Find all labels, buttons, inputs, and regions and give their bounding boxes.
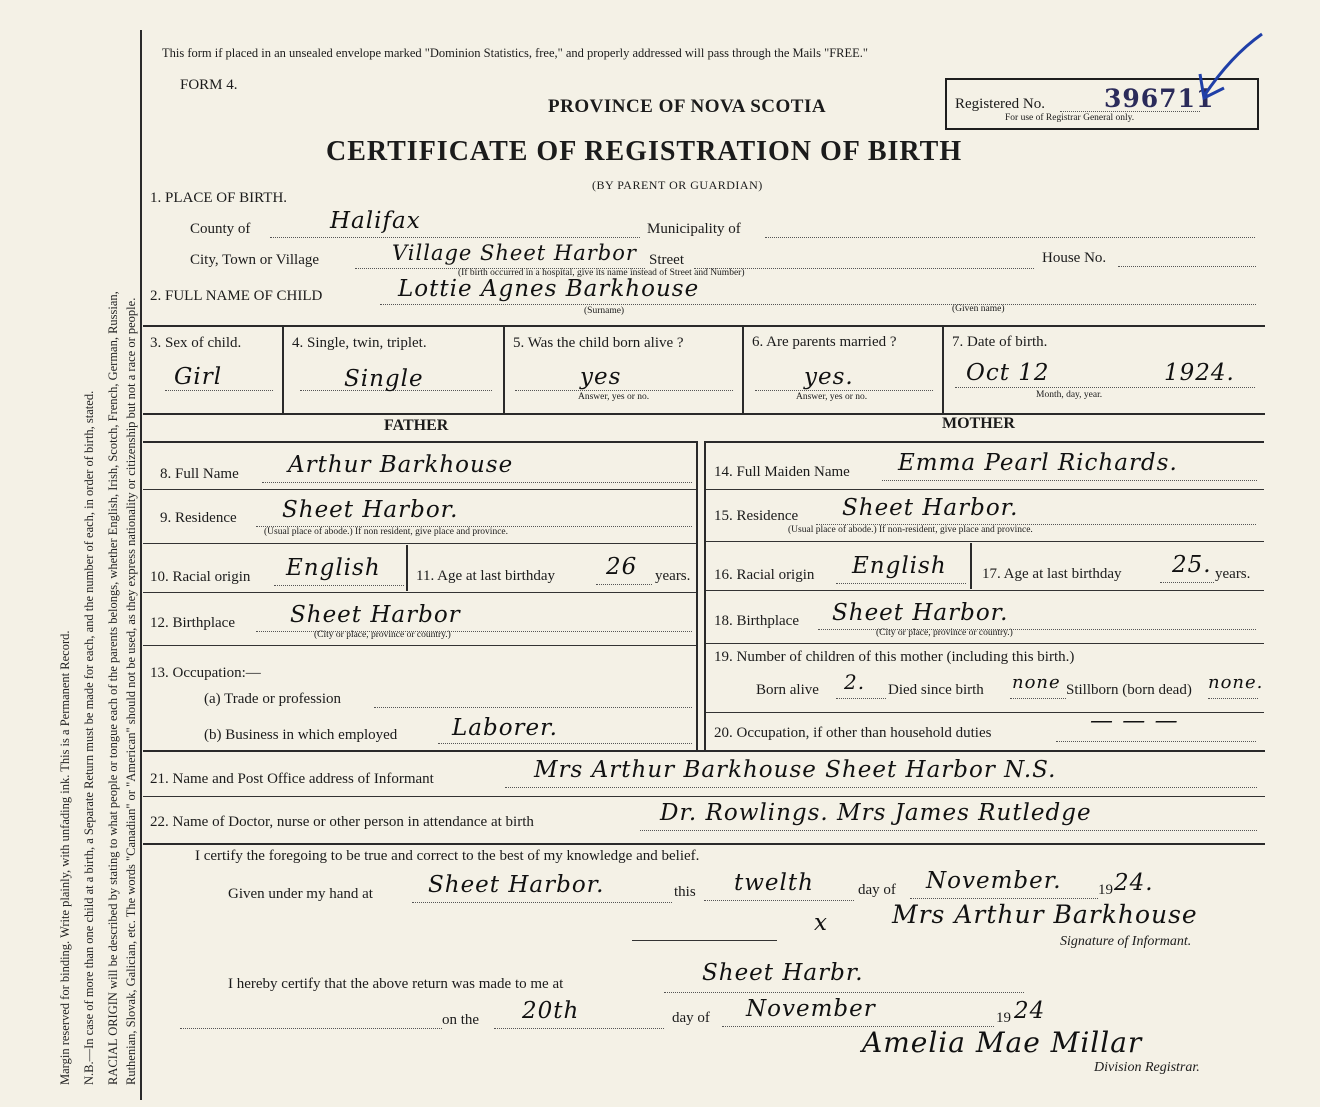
- registrar-place-value: Sheet Harbr.: [702, 960, 864, 986]
- given-under-label: Given under my hand at: [228, 886, 373, 902]
- born-alive-count-value: 2.: [844, 670, 866, 694]
- certify-statement: I certify the foregoing to be true and correct to the best of my knowledge and belief.: [195, 848, 700, 864]
- mother-age-label: 17. Age at last birthday: [982, 566, 1122, 582]
- division-registrar-label: Division Registrar.: [1094, 1060, 1200, 1075]
- father-name-dots: [262, 482, 692, 483]
- born-alive-count-dots: [836, 698, 886, 699]
- mother-row-rule: [706, 643, 1264, 644]
- sex-label: 3. Sex of child.: [150, 335, 242, 351]
- child-name-dots: [380, 304, 1256, 305]
- father-rule: [143, 441, 698, 443]
- divider: [282, 325, 284, 415]
- registrar-year-value: 24: [1014, 998, 1046, 1024]
- informant-value: Mrs Arthur Barkhouse Sheet Harbor N.S.: [534, 757, 1057, 783]
- parents-married-dots: [755, 390, 933, 391]
- died-label: Died since birth: [888, 682, 984, 698]
- parents-married-value: yes.: [804, 364, 854, 390]
- informant-label: 21. Name and Post Office address of Informant: [150, 771, 434, 787]
- divider: [970, 543, 972, 589]
- mother-row-rule: [706, 590, 1264, 591]
- born-alive-count-label: Born alive: [756, 682, 819, 698]
- trade-label: (a) Trade or profession: [204, 691, 342, 707]
- date-of-birth-dots: [955, 387, 1255, 388]
- province-heading: PROVINCE OF NOVA SCOTIA: [548, 96, 827, 117]
- father-birthplace-label: 12. Birthplace: [150, 615, 235, 631]
- surname-note: (Surname): [584, 306, 625, 316]
- father-age-value: 26: [606, 554, 638, 580]
- sex-dots: [165, 390, 273, 391]
- father-row-rule: [143, 592, 696, 593]
- mother-name-value: Emma Pearl Richards.: [898, 450, 1178, 476]
- registrar-day-value: 20th: [522, 998, 580, 1024]
- county-value: Halifax: [330, 208, 421, 234]
- mother-residence-value: Sheet Harbor.: [842, 495, 1019, 521]
- born-alive-value: yes: [580, 364, 622, 390]
- section-rule: [143, 796, 1265, 797]
- mother-occupation-label: 20. Occupation, if other than household duties: [714, 725, 992, 741]
- registrar-place-dots: [664, 992, 1024, 993]
- row-box-bottom: [143, 413, 1265, 415]
- mother-row-rule: [706, 541, 1264, 542]
- registrar-use-note: For use of Registrar General only.: [1005, 113, 1135, 123]
- divider: [742, 325, 744, 415]
- signature-of-informant-label: Signature of Informant.: [1060, 934, 1192, 949]
- year-prefix: 19: [1098, 882, 1113, 898]
- stillborn-label: Stillborn (born dead): [1066, 682, 1192, 698]
- died-value: none: [1012, 672, 1061, 693]
- mother-name-label: 14. Full Maiden Name: [714, 464, 850, 480]
- month-dots: [910, 898, 1098, 899]
- x-mark: x: [814, 910, 828, 936]
- registered-number: 396711: [1104, 84, 1215, 113]
- informant-dots: [505, 787, 1257, 788]
- father-occupation-label: 13. Occupation:—: [150, 665, 261, 681]
- on-the-label: on the: [442, 1012, 480, 1028]
- mother-age-value: 25.: [1172, 552, 1212, 578]
- father-racial-label: 10. Racial origin: [150, 569, 251, 585]
- died-dots: [1010, 698, 1066, 699]
- day-dots: [704, 900, 854, 901]
- children-count-label: 19. Number of children of this mother (including this birth.): [714, 649, 1075, 665]
- sex-value: Girl: [174, 364, 223, 390]
- margin-note-3: RACIAL ORIGIN will be described by stating to what people or tongue each of the parents belongs, whether English, Irish, Scotch, French, German, Russian,: [106, 291, 120, 1085]
- date-of-birth-label: 7. Date of birth.: [952, 334, 1048, 350]
- margin-note-2: N.B.—In case of more than one child at a birth, a Separate Return must be made for each, and the number of each, in order of birth, stated.: [82, 390, 96, 1085]
- father-birthplace-value: Sheet Harbor: [290, 602, 461, 628]
- born-alive-dots: [515, 390, 733, 391]
- divider: [942, 325, 944, 415]
- section-rule: [143, 843, 1265, 845]
- mother-name-dots: [882, 480, 1257, 481]
- this-label: this: [674, 884, 696, 900]
- mother-birthplace-label: 18. Birthplace: [714, 613, 799, 629]
- father-age-years: years.: [655, 568, 691, 584]
- day-value: twelth: [734, 870, 814, 896]
- father-age-dots: [596, 584, 652, 585]
- stillborn-dots: [1208, 698, 1258, 699]
- hospital-note: (If birth occurred in a hospital, give its name instead of Street and Number): [458, 268, 745, 278]
- certificate-subtitle: (BY PARENT OR GUARDIAN): [592, 178, 763, 192]
- multiplicity-value: Single: [344, 366, 424, 392]
- mother-age-years: years.: [1215, 566, 1251, 582]
- registrar-day-dots: [494, 1028, 664, 1029]
- municipality-dots: [765, 237, 1255, 238]
- registrar-month-value: November: [746, 996, 876, 1022]
- binding-margin-rule: [140, 30, 142, 1100]
- father-age-label: 11. Age at last birthday: [416, 568, 555, 584]
- father-abode-note: (Usual place of abode.) If non resident, give place and province.: [264, 527, 508, 537]
- county-dots: [270, 237, 640, 238]
- day-of-label: day of: [858, 882, 896, 898]
- mother-rule: [706, 441, 1264, 443]
- registrar-year-prefix: 19: [996, 1010, 1011, 1026]
- child-name-value: Lottie Agnes Barkhouse: [398, 276, 700, 302]
- margin-note-4: Ruthenian, Slovak, Galician, etc. The words "Canadian" or "American" should not be used, as they express nationality or citizenship but not a race or people.: [124, 297, 138, 1085]
- registered-label: Registered No.: [955, 96, 1045, 112]
- business-value: Laborer.: [452, 715, 558, 741]
- father-row-rule: [143, 489, 696, 490]
- born-alive-note: Answer, yes or no.: [578, 392, 650, 402]
- mother-racial-dots: [836, 583, 966, 584]
- signature-rule: [632, 940, 777, 941]
- place-heading: 1. PLACE OF BIRTH.: [150, 190, 288, 206]
- check-arrow-icon: [1190, 28, 1270, 108]
- business-dots: [438, 743, 692, 744]
- date-of-birth-note: Month, day, year.: [1036, 390, 1103, 400]
- business-label: (b) Business in which employed: [204, 727, 398, 743]
- city-label: City, Town or Village: [190, 252, 320, 268]
- father-birthplace-note: (City or place, province or country.): [314, 630, 451, 640]
- mother-birthplace-note: (City or place, province or country.): [876, 628, 1013, 638]
- mother-occupation-value: — — —: [1090, 708, 1179, 734]
- mother-abode-note: (Usual place of abode.) If non-resident, give place and province.: [788, 525, 1033, 535]
- divider: [503, 325, 505, 415]
- child-name-label: 2. FULL NAME OF CHILD: [150, 288, 323, 304]
- father-heading: FATHER: [384, 417, 449, 434]
- father-racial-dots: [274, 585, 404, 586]
- multiplicity-label: 4. Single, twin, triplet.: [292, 335, 427, 351]
- mail-note: This form if placed in an unsealed envelope marked "Dominion Statistics, free," and properly addressed will pass through the Mails "FREE.": [162, 46, 869, 60]
- born-alive-label: 5. Was the child born alive ?: [513, 335, 684, 351]
- father-residence-value: Sheet Harbor.: [282, 497, 459, 523]
- given-place-value: Sheet Harbor.: [428, 872, 605, 898]
- registrar-statement: I hereby certify that the above return was made to me at: [228, 976, 564, 992]
- registrar-signature: Amelia Mae Millar: [862, 1026, 1143, 1059]
- parents-married-label: 6. Are parents married ?: [752, 334, 897, 350]
- father-row-rule: [143, 645, 696, 646]
- column-divider-inner: [704, 441, 706, 751]
- mother-racial-label: 16. Racial origin: [714, 567, 815, 583]
- father-racial-value: English: [286, 555, 381, 581]
- given-place-dots: [412, 902, 672, 903]
- father-name-label: 8. Full Name: [160, 466, 239, 482]
- stillborn-value: none.: [1208, 672, 1264, 693]
- mother-row-rule: [706, 489, 1264, 490]
- house-dots: [1118, 266, 1256, 267]
- registrar-day-of-label: day of: [672, 1010, 710, 1026]
- trade-dots: [374, 707, 692, 708]
- mother-age-dots: [1160, 582, 1214, 583]
- mother-row-rule: [706, 712, 1264, 713]
- year-value: 24.: [1114, 870, 1154, 896]
- date-of-birth-year: 1924.: [1164, 360, 1235, 386]
- mother-racial-value: English: [852, 553, 947, 579]
- father-row-rule: [143, 543, 696, 544]
- father-name-value: Arthur Barkhouse: [288, 452, 514, 478]
- given-name-note: (Given name): [952, 304, 1005, 314]
- municipality-label: Municipality of: [647, 221, 741, 237]
- mother-occupation-dots: [1056, 741, 1256, 742]
- certificate-title: CERTIFICATE OF REGISTRATION OF BIRTH: [326, 136, 963, 167]
- mother-residence-label: 15. Residence: [714, 508, 799, 524]
- doctor-value: Dr. Rowlings. Mrs James Rutledge: [660, 800, 1092, 826]
- father-residence-label: 9. Residence: [160, 510, 237, 526]
- informant-signature: Mrs Arthur Barkhouse: [892, 900, 1198, 929]
- county-label: County of: [190, 221, 251, 237]
- city-value: Village Sheet Harbor: [392, 241, 637, 265]
- street-label: Street: [649, 252, 684, 268]
- divider: [406, 545, 408, 591]
- street-dots: [694, 268, 1034, 269]
- column-divider: [696, 441, 698, 751]
- mother-heading: MOTHER: [942, 415, 1015, 432]
- margin-note-1: Margin reserved for binding. Write plainly, with unfading ink. This is a Permanent Record.: [58, 630, 72, 1085]
- parents-married-note: Answer, yes or no.: [796, 392, 868, 402]
- mother-birthplace-value: Sheet Harbor.: [832, 600, 1009, 626]
- registrar-lead-dots: [180, 1028, 442, 1029]
- month-value: November.: [926, 868, 1062, 894]
- house-label: House No.: [1042, 250, 1107, 266]
- section-rule: [143, 750, 1265, 752]
- doctor-dots: [640, 830, 1257, 831]
- form-number: FORM 4.: [180, 77, 238, 93]
- row-box-top: [143, 325, 1265, 327]
- date-of-birth-month-day: Oct 12: [966, 360, 1050, 386]
- doctor-label: 22. Name of Doctor, nurse or other person in attendance at birth: [150, 814, 534, 830]
